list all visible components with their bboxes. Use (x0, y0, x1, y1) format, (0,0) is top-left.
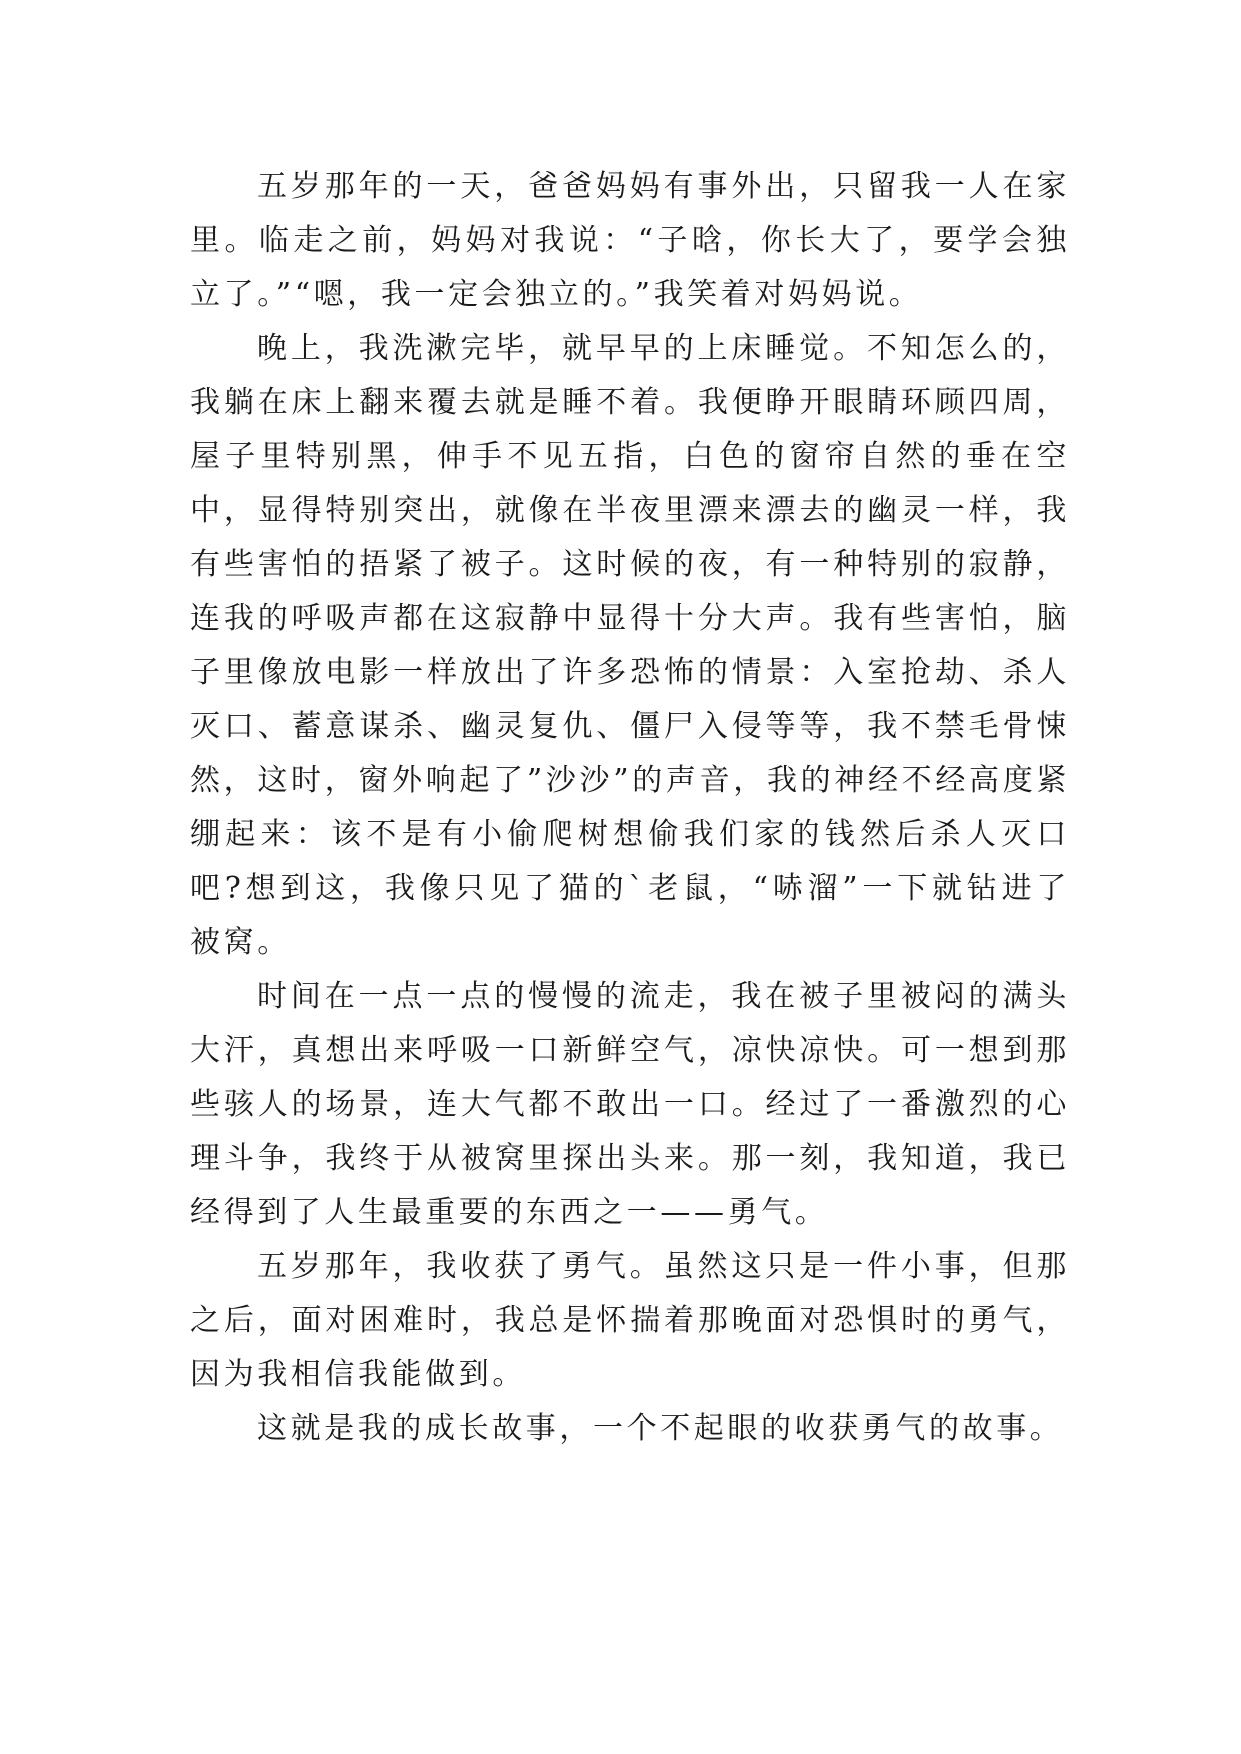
document-body (190, 160, 1070, 1456)
paragraph-5: 这就是我的成长故事，一个不起眼的收获勇气的故事。 (257, 1411, 1064, 1446)
paragraph-1: 五岁那年的一天，爸爸妈妈有事外出，只留我一人在家里。临走之前，妈妈对我说：“子晗，你长大了，要学会独立了。”“嗯，我一定会独立的。”我笑着对妈妈说。 (190, 169, 1070, 312)
paragraph-3: 时间在一点一点的慢慢的流走，我在被子里被闷的满头大汗，真想出来呼吸一口新鲜空气，凉快凉快。可一想到那些骇人的场景，连大气都不敢出一口。经过了一番激烈的心理斗争，我终于从被窝里探出头来。那一刻，我知道，我已经得到了人生最重要的东西之一——勇气。 (190, 979, 1070, 1230)
paragraph-2: 晚上，我洗漱完毕，就早早的上床睡觉。不知怎么的，我躺在床上翻来覆去就是睡不着。我便睁开眼睛环顾四周，屋子里特别黑，伸手不见五指，白色的窗帘自然的垂在空中，显得特别突出，就像在半夜里漂来漂去的幽灵一样，我有些害怕的捂紧了被子。这时候的夜，有一种特别的寂静，连我的呼吸声都在这寂静中显得十分大声。我有些害怕，脑子里像放电影一样放出了许多恐怖的情景：入室抢劫、杀人灭口、蓄意谋杀、幽灵复仇、僵尸入侵等等，我不禁毛骨悚然，这时，窗外响起了”沙沙”的声音，我的神经不经高度紧绷起来：该不是有小偷爬树想偷我们家的钱然后杀人灭口吧?想到这，我像只见了猫的`老鼠，“哧溜”一下就钻进了被窝。 (190, 331, 1070, 960)
paragraph-4: 五岁那年，我收获了勇气。虽然这只是一件小事，但那之后，面对困难时，我总是怀揣着那晚面对恐惧时的勇气，因为我相信我能做到。 (190, 1249, 1070, 1392)
